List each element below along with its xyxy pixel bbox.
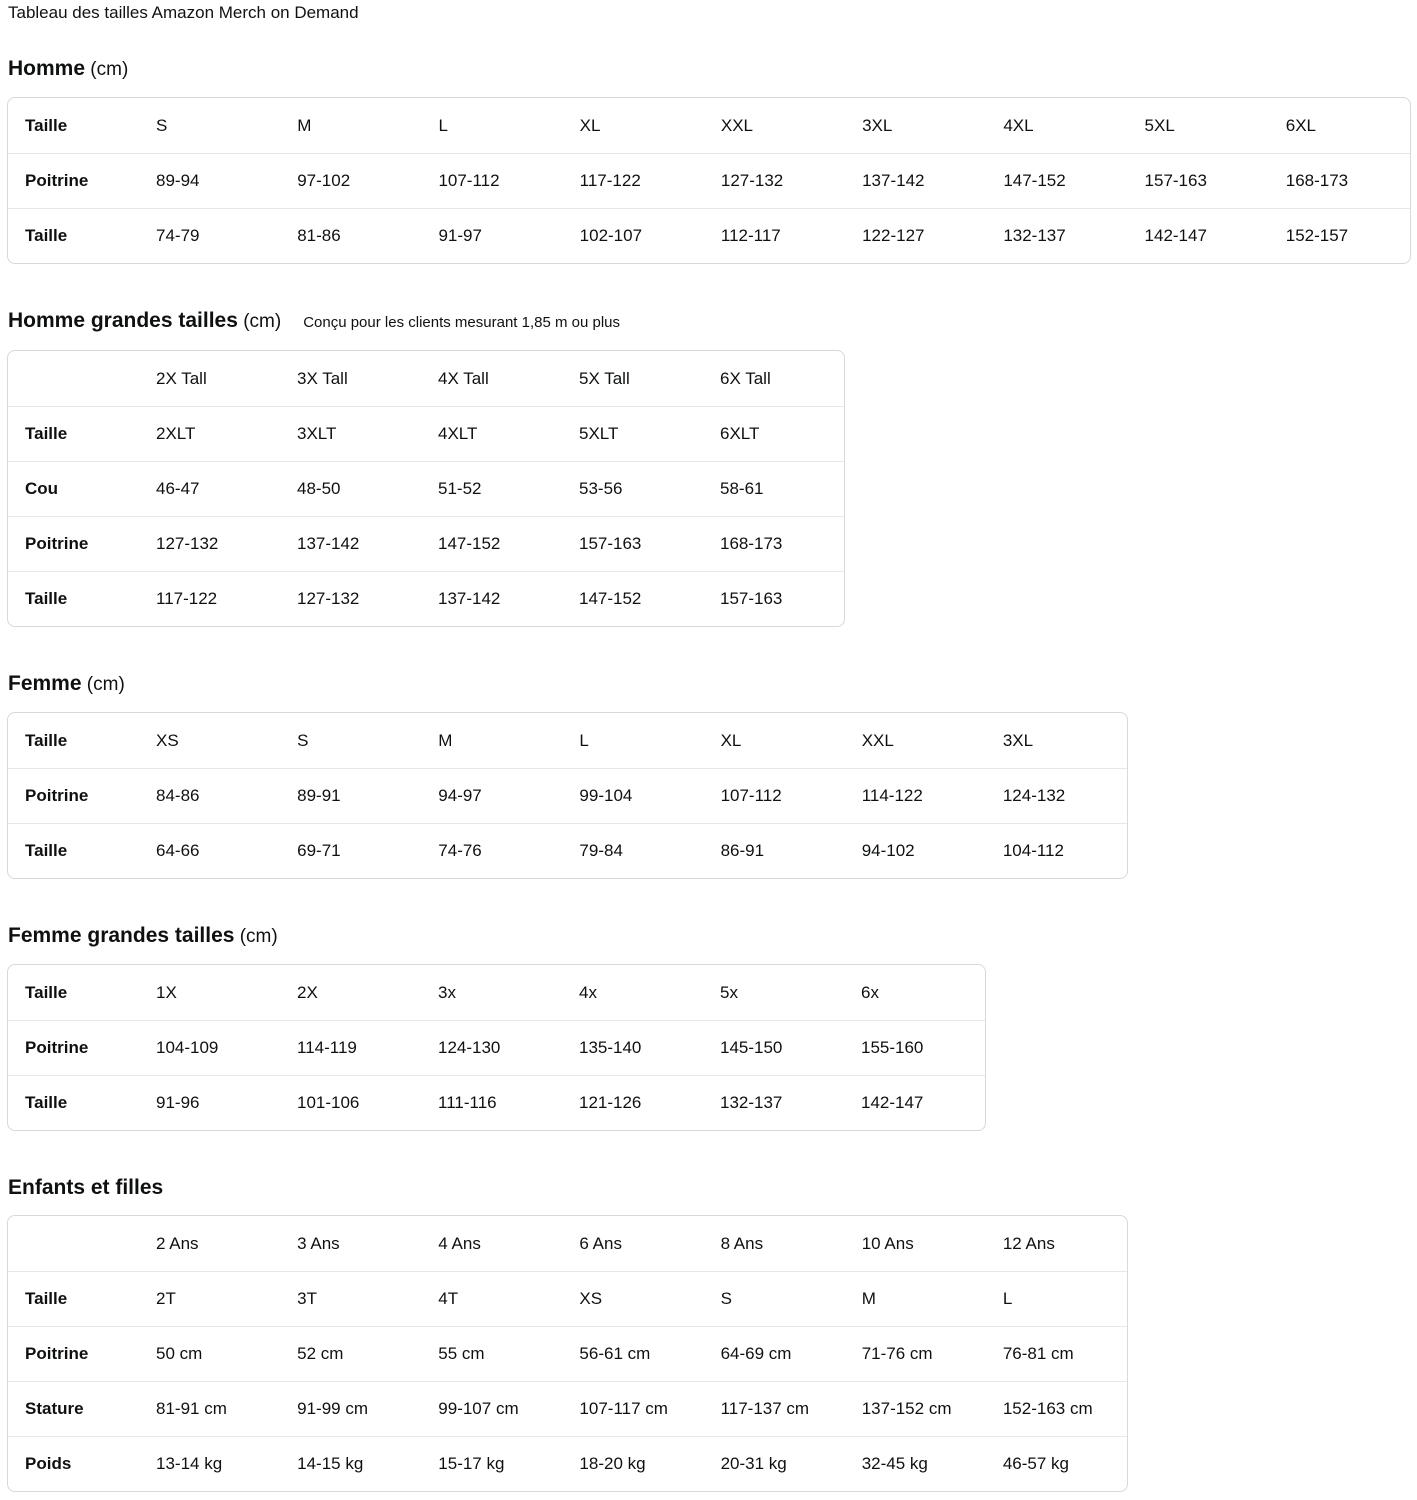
table-cell: 117-122 xyxy=(563,153,704,208)
table-cell: 102-107 xyxy=(563,208,704,263)
section-heading-homme-grandes-tailles xyxy=(7,308,1410,336)
table-row xyxy=(8,1326,1127,1381)
column-header: XS xyxy=(156,730,179,750)
row-label-cell: Poitrine xyxy=(8,153,139,208)
table-cell: 104-112 xyxy=(986,823,1127,878)
table-cell: 18-20 kg xyxy=(562,1436,703,1491)
column-header: S xyxy=(156,115,168,135)
row-label-cell: Poitrine xyxy=(8,768,139,823)
table-row xyxy=(8,768,1127,823)
table-cell: 48-50 xyxy=(280,461,421,516)
table-cell: 74-79 xyxy=(139,208,280,263)
table-cell: 145-150 xyxy=(703,1020,844,1075)
row-label-cell: Poitrine xyxy=(8,516,139,571)
column-header: S xyxy=(297,730,309,750)
table-cell: 58-61 xyxy=(703,461,844,516)
section-enfants-et-filles xyxy=(7,1175,1410,1492)
table-cell: 51-52 xyxy=(421,461,562,516)
column-header: 3XL xyxy=(1002,730,1034,750)
table-cell: 157-163 xyxy=(562,516,703,571)
table-cell: 91-97 xyxy=(421,208,562,263)
table-cell: 117-137 cm xyxy=(704,1381,845,1436)
table-cell: 117-122 xyxy=(139,571,280,626)
column-header: 6XL xyxy=(1285,115,1316,135)
table-cell: 74-76 xyxy=(421,823,562,878)
row-label-cell: Taille xyxy=(8,823,139,878)
page-title: Tableau des tailles Amazon Merch on Demand xyxy=(8,3,359,22)
table-cell: 5XLT xyxy=(562,406,703,461)
table-row xyxy=(8,1381,1127,1436)
section-title: Homme xyxy=(8,57,86,80)
table-cell: 4XLT xyxy=(421,406,562,461)
table-cell: 46-47 xyxy=(139,461,280,516)
section-unit: (cm) xyxy=(237,311,282,332)
table-cell: 50 cm xyxy=(139,1326,280,1381)
header-row xyxy=(8,713,1127,768)
column-header: 12 Ans xyxy=(1002,1233,1055,1253)
row-label-cell: Taille xyxy=(25,982,68,1002)
table-cell: 69-71 xyxy=(280,823,421,878)
table-cell: 13-14 kg xyxy=(139,1436,280,1491)
table-cell: 112-117 xyxy=(704,208,845,263)
column-header: L xyxy=(438,115,448,135)
column-header: 6 Ans xyxy=(579,1233,622,1253)
section-title: Femme grandes tailles xyxy=(8,924,235,947)
table-cell: 137-142 xyxy=(280,516,421,571)
row-label-cell: Stature xyxy=(8,1381,139,1436)
column-header: 2 Ans xyxy=(156,1233,199,1253)
table-cell: 127-132 xyxy=(704,153,845,208)
table-cell: L xyxy=(986,1271,1127,1326)
table-cell: 14-15 kg xyxy=(280,1436,421,1491)
column-header: 4 Ans xyxy=(438,1233,481,1253)
header-row xyxy=(8,1216,1127,1271)
section-title: Femme xyxy=(8,672,82,695)
column-header: XXL xyxy=(861,730,894,750)
table-cell: 107-112 xyxy=(421,153,562,208)
table-cell: 152-163 cm xyxy=(986,1381,1127,1436)
header-row xyxy=(8,351,844,406)
column-header: XL xyxy=(720,730,742,750)
table-cell: 107-117 cm xyxy=(562,1381,703,1436)
section-title: Enfants et filles xyxy=(8,1176,164,1199)
table-cell: 132-137 xyxy=(703,1075,844,1130)
section-heading-enfants-et-filles xyxy=(7,1175,1410,1201)
table-row xyxy=(8,1075,985,1130)
table-cell: 81-91 cm xyxy=(139,1381,280,1436)
column-header: 8 Ans xyxy=(720,1233,764,1253)
table-cell: 137-152 cm xyxy=(845,1381,986,1436)
table-row xyxy=(8,406,844,461)
table-cell: 107-112 xyxy=(704,768,845,823)
row-label-cell: Taille xyxy=(8,406,139,461)
table-cell: 89-91 xyxy=(280,768,421,823)
table-cell: 152-157 xyxy=(1269,208,1410,263)
table-cell: 147-152 xyxy=(421,516,562,571)
table-cell: 135-140 xyxy=(562,1020,703,1075)
table-cell: 2XLT xyxy=(139,406,280,461)
table-cell: 94-97 xyxy=(421,768,562,823)
table-row xyxy=(8,153,1410,208)
table-cell: 79-84 xyxy=(562,823,703,878)
column-header: 4X Tall xyxy=(438,368,489,388)
size-table-enfants-et-filles xyxy=(7,1215,1128,1492)
table-cell: 76-81 cm xyxy=(986,1326,1127,1381)
table-cell: 168-173 xyxy=(1269,153,1410,208)
table-cell: 84-86 xyxy=(139,768,280,823)
table-cell: 64-69 cm xyxy=(704,1326,845,1381)
table-cell: 122-127 xyxy=(845,208,986,263)
table-row xyxy=(8,1020,985,1075)
column-header: 6x xyxy=(861,982,879,1002)
table-cell: 20-31 kg xyxy=(704,1436,845,1491)
table-cell: 142-147 xyxy=(844,1075,985,1130)
table-row xyxy=(8,461,844,516)
column-header: 10 Ans xyxy=(861,1233,914,1253)
table-row xyxy=(8,516,844,571)
column-header: M xyxy=(438,730,453,750)
table-cell: 147-152 xyxy=(562,571,703,626)
size-table-homme-grandes-tailles xyxy=(7,350,845,627)
column-header: 3x xyxy=(438,982,456,1002)
table-cell: 89-94 xyxy=(139,153,280,208)
table-cell: 137-142 xyxy=(421,571,562,626)
row-label-cell xyxy=(8,1216,139,1271)
table-cell: 6XLT xyxy=(703,406,844,461)
table-cell: 101-106 xyxy=(280,1075,421,1130)
table-cell: 4T xyxy=(421,1271,562,1326)
column-header: 2X xyxy=(297,982,318,1002)
table-cell: 142-147 xyxy=(1128,208,1269,263)
section-femme xyxy=(7,671,1410,879)
sections-container xyxy=(7,56,1410,1492)
table-cell: 55 cm xyxy=(421,1326,562,1381)
table-cell: 111-116 xyxy=(421,1075,562,1130)
size-table-femme-grandes-tailles xyxy=(7,964,986,1131)
table-row xyxy=(8,1271,1127,1326)
column-header: 3XL xyxy=(862,115,893,135)
row-label-cell: Taille xyxy=(8,1075,139,1130)
section-heading-homme xyxy=(7,56,1410,83)
table-cell: 97-102 xyxy=(280,153,421,208)
section-heading-femme-grandes-tailles xyxy=(7,923,1410,950)
table-cell: 104-109 xyxy=(139,1020,280,1075)
row-label-cell: Taille xyxy=(8,208,139,263)
row-label-cell: Taille xyxy=(8,571,139,626)
table-cell: 3XLT xyxy=(280,406,421,461)
row-label-cell: Poitrine xyxy=(8,1326,139,1381)
column-header: 6X Tall xyxy=(720,368,771,388)
row-label-cell: Taille xyxy=(8,1271,139,1326)
section-homme-grandes-tailles xyxy=(7,308,1410,627)
table-cell: 56-61 cm xyxy=(562,1326,703,1381)
size-table-homme xyxy=(7,97,1411,264)
table-cell: 168-173 xyxy=(703,516,844,571)
column-header: 4x xyxy=(579,982,597,1002)
column-header: 5x xyxy=(720,982,738,1002)
table-cell: 81-86 xyxy=(280,208,421,263)
section-title: Homme grandes tailles xyxy=(8,309,238,332)
table-cell: 32-45 kg xyxy=(845,1436,986,1491)
row-label-cell: Cou xyxy=(8,461,139,516)
table-cell: 99-104 xyxy=(562,768,703,823)
column-header: 5X Tall xyxy=(579,368,630,388)
row-label-cell: Taille xyxy=(25,730,68,750)
table-cell: 132-137 xyxy=(986,208,1127,263)
column-header: XL xyxy=(579,115,601,135)
section-unit: (cm) xyxy=(81,674,125,695)
table-row xyxy=(8,1436,1127,1491)
column-header: L xyxy=(579,730,589,750)
table-cell: 3T xyxy=(280,1271,421,1326)
table-cell: 46-57 kg xyxy=(986,1436,1127,1491)
header-row xyxy=(8,965,985,1020)
row-label-cell: Poids xyxy=(8,1436,139,1491)
table-cell: 155-160 xyxy=(844,1020,985,1075)
column-header: 5XL xyxy=(1144,115,1175,135)
section-heading-femme xyxy=(7,671,1410,698)
table-cell: 127-132 xyxy=(280,571,421,626)
section-unit: (cm) xyxy=(85,59,129,80)
table-cell: 137-142 xyxy=(845,153,986,208)
column-header: XXL xyxy=(720,115,754,135)
table-row xyxy=(8,208,1410,263)
table-cell: 99-107 cm xyxy=(421,1381,562,1436)
table-cell: S xyxy=(704,1271,845,1326)
table-cell: 124-132 xyxy=(986,768,1127,823)
column-header: M xyxy=(297,115,312,135)
table-cell: 53-56 xyxy=(562,461,703,516)
table-cell: 121-126 xyxy=(562,1075,703,1130)
table-cell: 91-96 xyxy=(139,1075,280,1130)
table-cell: XS xyxy=(562,1271,703,1326)
table-cell: 157-163 xyxy=(1128,153,1269,208)
column-header: 3 Ans xyxy=(297,1233,340,1253)
section-homme xyxy=(7,56,1410,264)
table-cell: M xyxy=(845,1271,986,1326)
table-cell: 91-99 cm xyxy=(280,1381,421,1436)
column-header: 4XL xyxy=(1003,115,1034,135)
table-cell: 127-132 xyxy=(139,516,280,571)
size-table-femme xyxy=(7,712,1128,879)
table-row xyxy=(8,823,1127,878)
table-cell: 15-17 kg xyxy=(421,1436,562,1491)
table-cell: 124-130 xyxy=(421,1020,562,1075)
section-unit: (cm) xyxy=(234,926,278,947)
row-label-cell xyxy=(8,351,139,406)
row-label-cell: Poitrine xyxy=(8,1020,139,1075)
table-cell: 147-152 xyxy=(986,153,1127,208)
table-cell: 52 cm xyxy=(280,1326,421,1381)
section-note: Conçu pour les clients mesurant 1,85 m ou plus xyxy=(303,314,621,331)
table-cell: 114-122 xyxy=(845,768,986,823)
column-header: 1X xyxy=(156,982,177,1002)
table-cell: 94-102 xyxy=(845,823,986,878)
table-cell: 157-163 xyxy=(703,571,844,626)
table-cell: 71-76 cm xyxy=(845,1326,986,1381)
table-cell: 86-91 xyxy=(704,823,845,878)
table-cell: 2T xyxy=(139,1271,280,1326)
table-row xyxy=(8,571,844,626)
column-header: 3X Tall xyxy=(297,368,348,388)
row-label-cell: Taille xyxy=(25,115,68,135)
header-row xyxy=(8,98,1410,153)
table-cell: 114-119 xyxy=(280,1020,421,1075)
section-femme-grandes-tailles xyxy=(7,923,1410,1131)
table-cell: 64-66 xyxy=(139,823,280,878)
column-header: 2X Tall xyxy=(156,368,207,388)
